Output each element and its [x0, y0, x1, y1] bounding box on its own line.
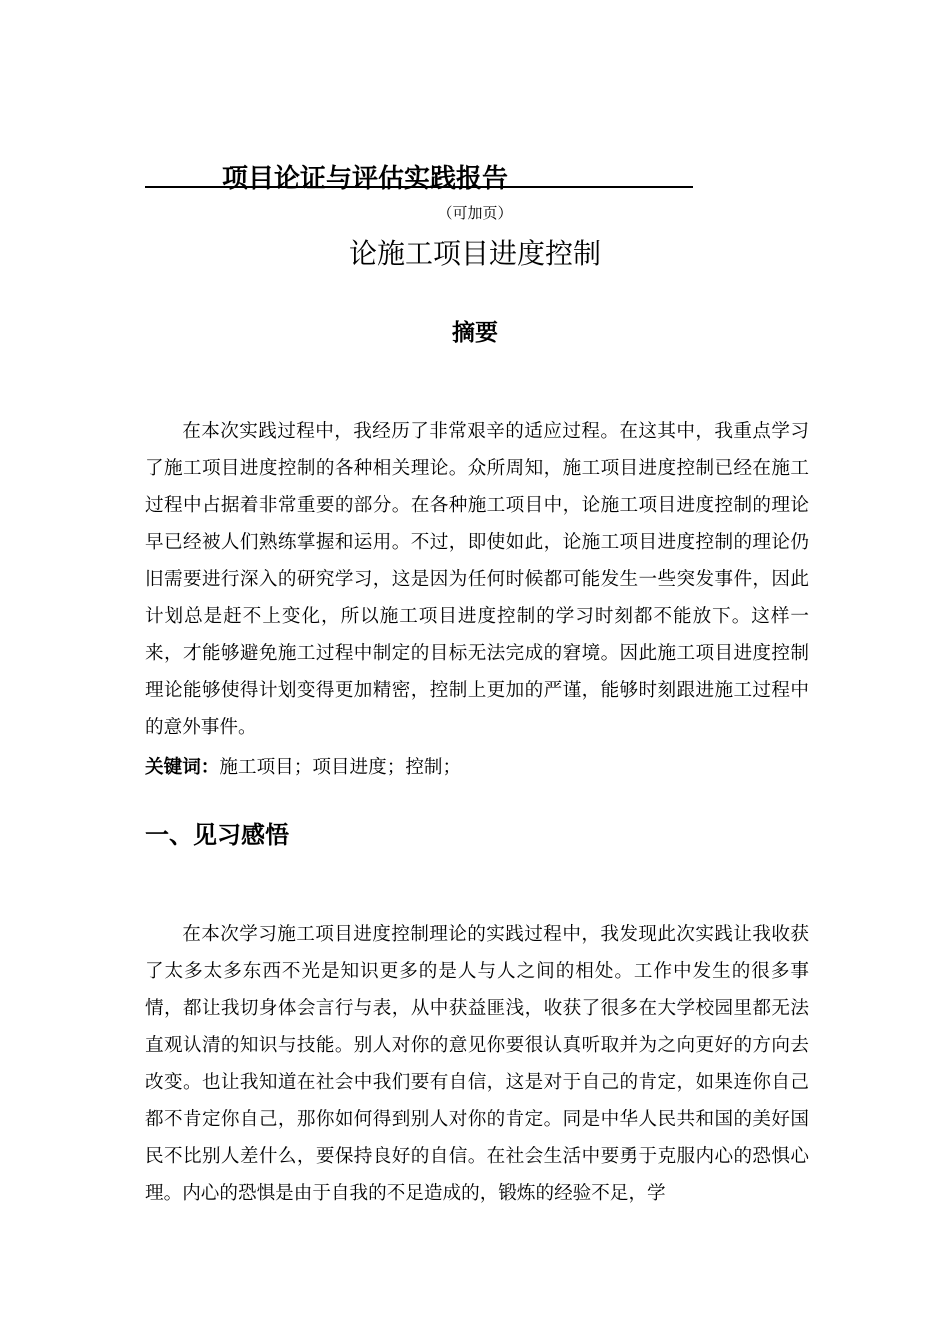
main-title: 论施工项目进度控制	[348, 237, 601, 270]
section-heading: 一、见习感悟	[145, 821, 289, 849]
section-paragraph: 在本次学习施工项目进度控制理论的实践过程中，我发现此次实践让我收获了太多太多东西不光是知识更多的是人与人之间的相处。工作中发生的很多事情，都让我切身体会言行与表，从中获益匪浅，收获了很多在大学校园里都无法直观认清的知识与技能。别人对你的意见你要很认真听取并为之向更好的方向去改变。也让我知道在社会中我们要有自信，这是对于自己的肯定，如果连你自己都不肯定你自己，那你如何得到别人对你的肯定。同是中华人民共和国的美好国民不比别人差什么，要保持良好的自信。在社会生活中要勇于克服内心的恐惧心理。内心的恐惧是由于自我的不足造成的，锻炼的经验不足，学	[145, 924, 809, 1204]
report-title: 项目论证与评估实践报告	[222, 164, 509, 194]
abstract-paragraph: 在本次实践过程中，我经历了非常艰辛的适应过程。在这其中，我重点学习了施工项目进度控制的各种相关理论。众所周知，施工项目进度控制已经在施工过程中占据着非常重要的部分。在各种施工项目中，论施工项目进度控制的理论早已经被人们熟练掌握和运用。不过，即使如此，论施工项目进度控制的理论仍旧需要进行深入的研究学习，这是因为任何时候都可能发生一些突发事件，因此计划总是赶不上变化，所以施工项目进度控制的学习时刻都不能放下。这样一来，才能够避免施工过程中制定的目标无法完成的窘境。因此施工项目进度控制理论能够使得计划变得更加精密，控制上更加的严谨，能够时刻跟进施工过程中的意外事件。	[145, 421, 809, 738]
abstract-heading: 摘要	[452, 320, 498, 346]
sub-note: （可加页）	[437, 204, 513, 222]
report-title-underline	[145, 152, 693, 194]
keywords-line	[145, 749, 461, 786]
keywords-value: 施工项目；项目进度；控制；	[219, 757, 462, 778]
keywords-label: 关键词：	[145, 757, 220, 778]
